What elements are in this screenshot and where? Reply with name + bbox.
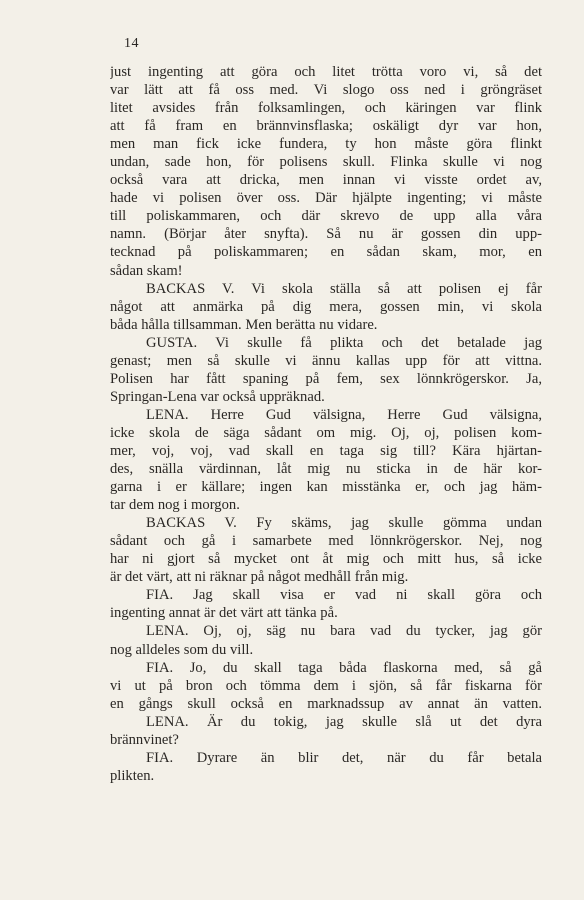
text-line: FIA. Jo, du skall taga båda flaskorna med, så gå	[146, 659, 542, 676]
text-line: LENA. Oj, oj, säg nu bara vad du tycker, jag gör	[146, 623, 542, 640]
text-line: vi ut på bron och tömma dem i sjön, så får fiskarna för	[110, 677, 542, 694]
text-line: litet avsides från folksamlingen, och käringen var flink	[110, 100, 542, 117]
text-line: hade vi polisen över oss. Där hjälpte ingenting; vi måste	[110, 190, 542, 207]
text-line: är det värt, att ni räknar på något medhåll från mig.	[110, 569, 409, 586]
text-line: des, snälla värdinnan, låt mig nu sticka in de här kor-	[110, 461, 542, 478]
page-number: 14	[124, 36, 139, 51]
text-line: nog alldeles som du vill.	[110, 641, 254, 658]
text-line: men man fick icke fundera, ty hon måste göra flinkt	[110, 136, 542, 153]
text-line: LENA. Herre Gud välsigna, Herre Gud välsigna,	[146, 406, 542, 423]
text-line: brännvinet?	[110, 731, 179, 748]
text-line: tecknad på poliskammaren; en sådan skam, mor, en	[110, 244, 542, 261]
text-line: just ingenting att göra och litet trötta voro vi, så det	[110, 64, 542, 80]
text-line: något att anmärka på dig mera, gossen min, vi skola	[110, 298, 542, 315]
text-line: undan, sade hon, för polisens skull. Flinka skulle vi nog	[110, 154, 542, 171]
text-line: Springan-Lena var också uppräknad.	[110, 388, 325, 405]
text-line: har ni gjort så mycket ont åt mig och mitt hus, så icke	[110, 551, 542, 568]
text-line: att få fram en brännvinsflaska; oskäligt dyr var hon,	[110, 118, 542, 135]
text-line: Polisen har fått spaning på fem, sex lönnkrögerskor. Ja,	[110, 370, 542, 387]
text-line: också vara att dricka, men innan vi visste ordet av,	[110, 172, 542, 189]
text-line: båda hålla tillsamman. Men berätta nu vidare.	[110, 316, 378, 333]
text-line: en gångs skull också en marknadssup av annat än vatten.	[110, 695, 542, 712]
text-line: sådant och gå i samarbete med lönnkrögerskor. Nej, nog	[110, 533, 542, 550]
text-line: var lätt att få oss med. Vi slogo oss ned i gröngräset	[110, 82, 542, 99]
text-line: garna i er källare; ingen kan misstänka er, och jag häm-	[110, 479, 542, 496]
text-line: till poliskammaren, och där skrevo de upp alla våra	[110, 208, 542, 225]
text-line: BACKAS V. Fy skäms, jag skulle gömma undan	[146, 515, 542, 532]
text-line: plikten.	[110, 767, 155, 784]
text-line: FIA. Dyrare än blir det, när du får betala	[146, 749, 542, 766]
text-line: GUSTA. Vi skulle få plikta och det betalade jag	[146, 334, 542, 351]
text-line: mer, voj, voj, vad skall en taga sig till? Kära hjärtan-	[110, 442, 542, 459]
text-line: LENA. Är du tokig, jag skulle slå ut det dyra	[146, 713, 542, 730]
text-line: FIA. Jag skall visa er vad ni skall göra och	[146, 587, 542, 604]
text-line: icke skola de säga sådant om mig. Oj, oj, polisen kom-	[110, 424, 542, 441]
text-line: ingenting annat är det värt att tänka på.	[110, 605, 338, 622]
body-text	[110, 63, 542, 785]
text-line: tar dem nog i morgon.	[110, 497, 240, 514]
text-line: genast; men så skulle vi ännu kallas upp för att vittna.	[110, 352, 542, 369]
text-line: sådan skam!	[110, 262, 183, 279]
text-line: namn. (Börjar åter snyfta). Så nu är gossen din upp-	[110, 226, 542, 243]
text-line: BACKAS V. Vi skola ställa så att polisen ej får	[146, 280, 542, 297]
